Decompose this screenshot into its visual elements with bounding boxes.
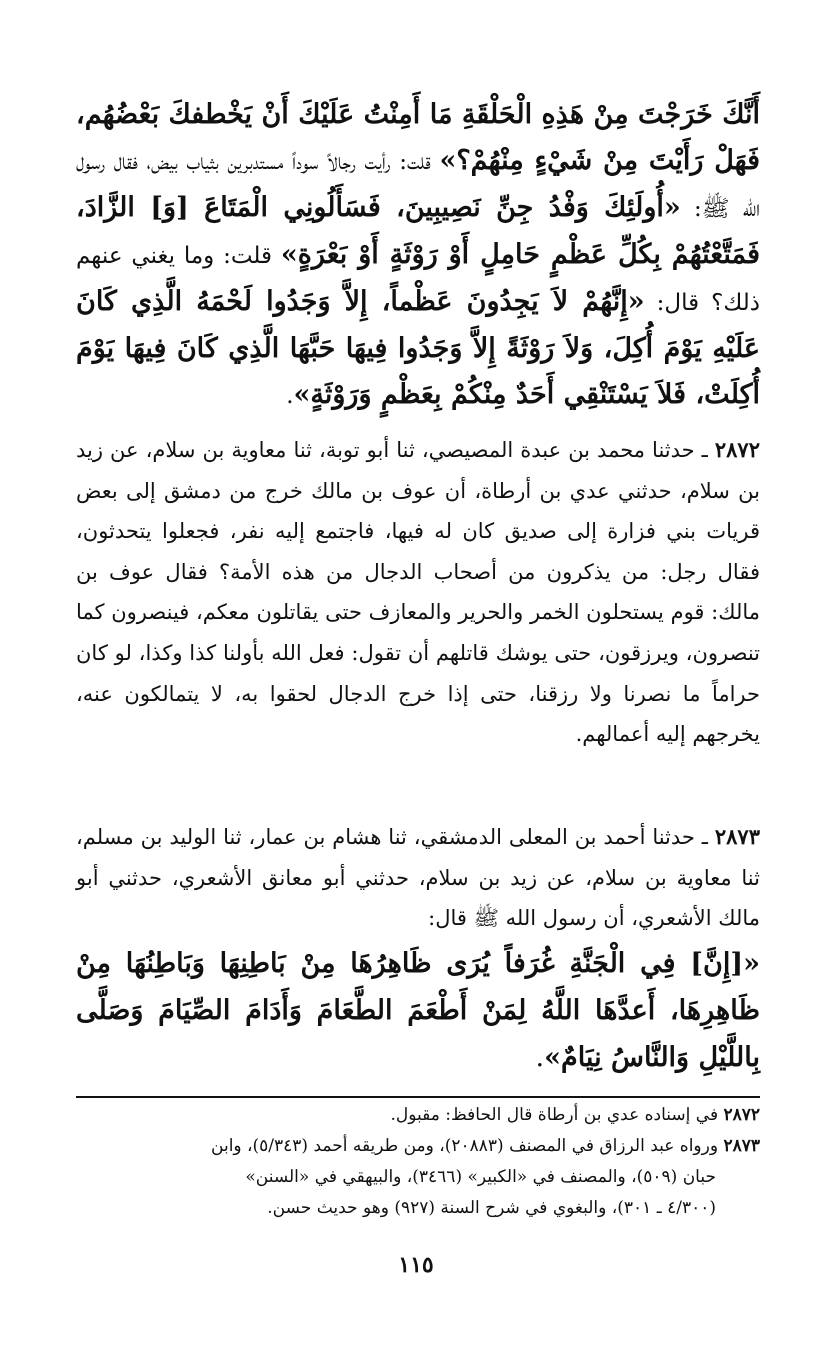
hadith-bold-text-2: «أُولَئِكَ وَفْدُ جِنِّ نَصِيبِينَ، فَسَأَلُونِي الْمَتَاعَ [وَ] الزَّادَ، فَمَتَّعْتُهُمْ بِكُلِّ عَظْمٍ حَامِلٍ أَوْ رَوْثَةٍ أَوْ بَعْرَةٍ» xyxy=(76,192,760,270)
hadith-number: ٢٨٧٢ xyxy=(714,437,760,462)
hadith-number: ٢٨٧٣ xyxy=(714,824,760,849)
hadith-bold-text: أَنَّكَ خَرَجْتَ مِنْ هَذِهِ الْحَلْقَةِ مَا أَمِنْتُ عَلَيْكَ أَنْ يَخْطفكَ بَعْضُهُم، فَهَلْ رَأَيْتَ مِنْ شَيْءٍ مِنْهُمْ؟» xyxy=(76,99,760,176)
hadith-text: ـ حدثنا أحمد بن المعلى الدمشقي، ثنا هشام بن عمار، ثنا الوليد بن مسلم، ثنا معاوية بن سلام، عن زيد بن سلام، حدثني أبو معانق الأشعري، حدثني أبو مالك الأشعري، أن رسول الله ﷺ قال: xyxy=(76,825,760,931)
footnote-2873-line-3: (٤/٣٠٠ ـ ٣٠١)، والبغوي في شرح السنة (٩٢٧) وهو حديث حسن. xyxy=(267,1198,716,1218)
footnote-2872 xyxy=(76,1100,760,1131)
hadith-end-mark: . xyxy=(286,383,294,409)
footnote-divider xyxy=(76,1096,760,1098)
quote-end-mark: . xyxy=(535,1042,545,1073)
footnote-number: ٢٨٧٢ xyxy=(723,1105,760,1125)
page-number: ١١٥ xyxy=(398,1252,434,1278)
footnote-number: ٢٨٧٣ xyxy=(723,1136,760,1156)
hadith-2873-quote xyxy=(76,940,760,1081)
hadith-continuation xyxy=(76,92,760,419)
hadith-2873 xyxy=(76,817,760,939)
hadith-plain-text-2: قلت: وما يغني عنهم ذلك؟ قال: xyxy=(76,243,760,316)
footnote-2873-line-2: حبان (٥٠٩)، والمصنف في «الكبير» (٣٤٦٦)، والبيهقي في «السنن» xyxy=(245,1167,716,1187)
hadith-text: ـ حدثنا محمد بن عبدة المصيصي، ثنا أبو توبة، ثنا معاوية بن سلام، عن زيد بن سلام، حدثني عدي بن أرطاة، أن عوف بن مالك خرج من دمشق إلى بعض قريات بني فزارة إلى صديق كان له فيها، فاجتمع إليه نفر، فجعلوا يتحدثون، فقال رجل: من يذكرون من أصحاب الدجال من هذه الأمة؟ فقال عوف بن مالك: قوم يستحلون الخمر والحرير والمعازف حتى يقاتلون معكم، فينصرون كما تنصرون، ويرزقون، حتى يوشك قاتلهم أن تقول: فعل الله بأولنا كذا وكذا، لو كان حراماً ما نصرنا ولا رزقنا، حتى إذا خرج الدجال لحقوا به، لا يتمالكون عنه، يخرجهم إليه أعمالهم. xyxy=(76,438,760,747)
hadith-bold-text-3: «إِنَّهُمْ لاَ يَجِدُونَ عَظْماً، إِلاَّ وَجَدُوا لَحْمَهُ الَّذِي كَانَ عَلَيْهِ يَوْمَ أُكِلَ، وَلاَ رَوْثَةً إِلاَّ وَجَدُوا فِيهَا حَبَّهَا الَّذِي كَانَ فِيهَا يَوْمَ أُكِلَتْ، فَلاَ يَسْتَنْقِي أَحَدٌ مِنْكُمْ بِعَظْمٍ وَرَوْثَةٍ» xyxy=(76,286,760,410)
prophetic-quote: «[إِنَّ] فِي الْجَنَّةِ غُرَفاً يُرَى ظَاهِرُهَا مِنْ بَاطِنِهَا وَبَاطِنُهَا مِنْ ظَاهِرِهَا، أَعدَّهَا اللَّهُ لِمَنْ أَطْعَمَ الطَّعَامَ وَأَدَامَ الصِّيَامَ وَصَلَّى بِاللَّيْلِ وَالنَّاسُ نِيَامٌ» xyxy=(76,948,760,1073)
footnote-text: في إسناده عدي بن أرطاة قال الحافظ: مقبول. xyxy=(390,1105,724,1125)
footnote-2873 xyxy=(76,1131,760,1162)
footnotes xyxy=(76,1100,760,1224)
footnote-text: ورواه عبد الرزاق في المصنف (٢٠٨٨٣)، ومن طريقه أحمد (٥/٣٤٣)، وابن xyxy=(211,1136,724,1156)
hadith-plain-text: قلت: رأيت رجالاً سوداً مستدبرين بثياب بيض، فقال رسول الله ﷺ: xyxy=(76,149,760,222)
hadith-2872 xyxy=(76,430,760,755)
